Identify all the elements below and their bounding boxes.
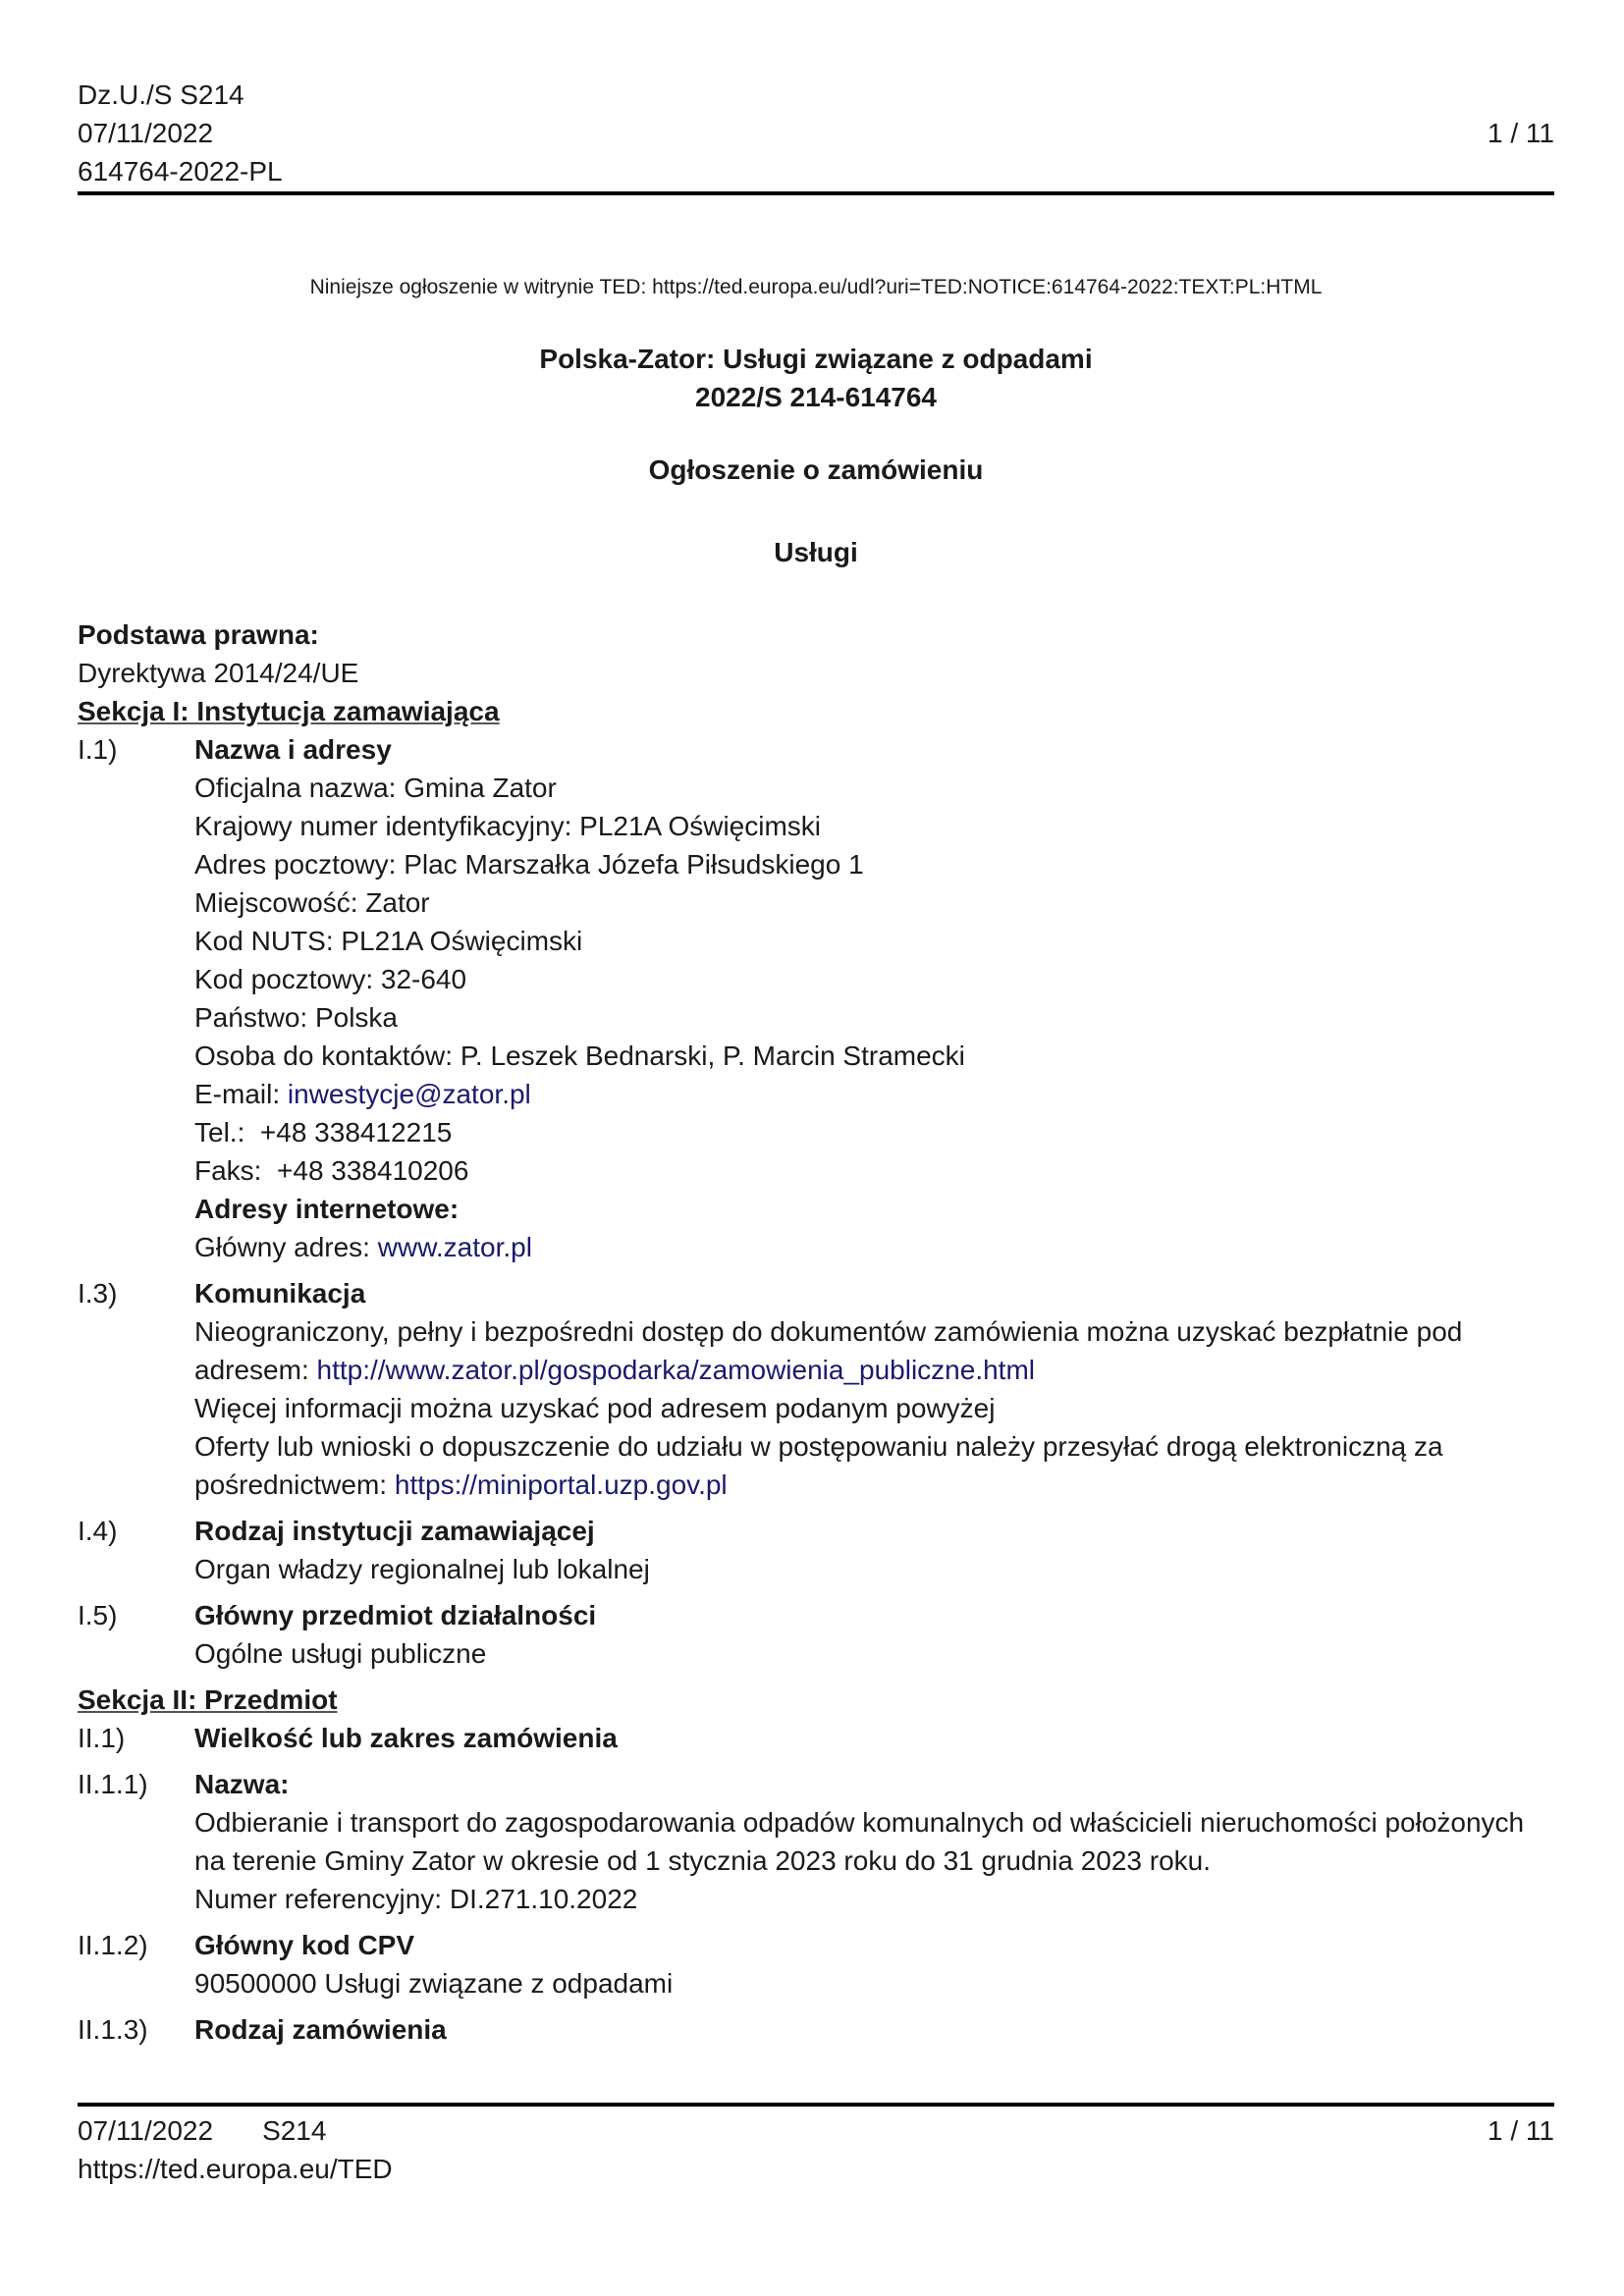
telephone: Tel.: +48 338412215 (194, 1117, 453, 1148)
internet-addresses-label: Adresy internetowe: (194, 1194, 460, 1224)
contract-type: Usługi (774, 537, 858, 567)
access-text: Nieograniczony, pełny i bezpośredni dostęp do dokumentów zamówienia można uzyskać bezpłatnie pod adresem: (194, 1316, 1463, 1385)
header-divider (78, 191, 1554, 195)
fax: Faks: +48 338410206 (194, 1155, 469, 1186)
footer-date: 07/11/2022 (78, 2115, 214, 2146)
item-number: I.3) (78, 1278, 118, 1308)
item-i4 (78, 1512, 1554, 1588)
official-name: Oficjalna nazwa: Gmina Zator (194, 773, 557, 803)
miniportal-link[interactable]: https://miniportal.uzp.gov.pl (394, 1469, 728, 1500)
page-header (78, 76, 1554, 190)
main-address-row (194, 1228, 1554, 1266)
item-title: Nazwa: (194, 1769, 290, 1799)
section-2-heading: Sekcja II: Przedmiot (78, 1684, 338, 1715)
contract-name: Odbieranie i transport do zagospodarowania odpadów komunalnych od właścicieli nieruchomości położonych na terenie Gminy Zator w okresie od 1 stycznia 2023 roku do 31 grudnia 2023 roku. (194, 1807, 1525, 1876)
document-page (78, 0, 1554, 2296)
notice-number: 2022/S 214-614764 (695, 382, 937, 412)
item-number: I.1) (78, 734, 118, 765)
legal-basis-label: Podstawa prawna: (78, 619, 319, 650)
item-title: Główny kod CPV (194, 1930, 415, 1960)
notice-title (78, 340, 1554, 416)
title-line: Polska-Zator: Usługi związane z odpadami (539, 344, 1093, 374)
item-i1 (78, 730, 1554, 1266)
footer-issue: S214 (262, 2115, 327, 2146)
cpv-code: 90500000 Usługi związane z odpadami (194, 1968, 674, 1999)
item-title: Nazwa i adresy (194, 734, 392, 765)
postal-address: Adres pocztowy: Plac Marszałka Józefa Piłsudskiego 1 (194, 849, 864, 880)
ted-notice-link[interactable]: Niniejsze ogłoszenie w witrynie TED: https://ted.europa.eu/udl?uri=TED:NOTICE:614764-2022:TEXT:PL:HTML (309, 276, 1323, 298)
footer-divider (78, 2103, 1554, 2107)
item-title: Rodzaj instytucji zamawiającej (194, 1516, 595, 1546)
item-number: I.5) (78, 1600, 118, 1630)
more-info: Więcej informacji można uzyskać pod adresem podanym powyżej (194, 1393, 996, 1423)
submission-info (194, 1427, 1554, 1504)
publication-date: 07/11/2022 (78, 118, 214, 148)
legal-basis-value: Dyrektywa 2014/24/UE (78, 658, 359, 688)
footer-page-number: 1 / 11 (1488, 2115, 1554, 2146)
item-ii13 (78, 2010, 1554, 2049)
item-title: Wielkość lub zakres zamówienia (194, 1723, 618, 1753)
item-number: II.1.3) (78, 2014, 148, 2045)
national-id: Krajowy numer identyfikacyjny: PL21A Oświęcimski (194, 811, 822, 841)
email-link[interactable]: inwestycje@zator.pl (287, 1079, 531, 1109)
item-number: II.1.1) (78, 1769, 148, 1799)
item-number: II.1) (78, 1723, 126, 1753)
email-label: E-mail: (194, 1079, 288, 1109)
journal-ref: Dz.U./S S214 (78, 80, 244, 110)
item-ii1 (78, 1719, 1554, 1757)
main-address-label: Główny adres: (194, 1232, 378, 1262)
item-ii11 (78, 1765, 1554, 1918)
item-number: I.4) (78, 1516, 118, 1546)
documents-link[interactable]: http://www.zator.pl/gospodarka/zamowienia_publiczne.html (316, 1355, 1035, 1385)
contact-person: Osoba do kontaktów: P. Leszek Bednarski, P. Marcin Stramecki (194, 1041, 965, 1071)
country: Państwo: Polska (194, 1002, 398, 1033)
email-row (194, 1075, 1554, 1113)
item-title: Główny przedmiot działalności (194, 1600, 597, 1630)
item-number: II.1.2) (78, 1930, 148, 1960)
notice-type: Ogłoszenie o zamówieniu (648, 454, 984, 485)
notice-body (78, 615, 1554, 2049)
item-title: Rodzaj zamówienia (194, 2014, 447, 2045)
nuts-code: Kod NUTS: PL21A Oświęcimski (194, 926, 583, 956)
item-value: Ogólne usługi publiczne (194, 1638, 487, 1669)
page-footer (78, 2111, 1554, 2188)
main-address-link[interactable]: www.zator.pl (377, 1232, 532, 1262)
page-number: 1 / 11 (1488, 118, 1554, 148)
reference-number: Numer referencyjny: DI.271.10.2022 (194, 1884, 638, 1914)
footer-url[interactable]: https://ted.europa.eu/TED (78, 2154, 393, 2184)
document-access (194, 1312, 1554, 1389)
postal-code: Kod pocztowy: 32-640 (194, 964, 467, 994)
item-i3 (78, 1274, 1554, 1504)
item-title: Komunikacja (194, 1278, 366, 1308)
submission-text: Oferty lub wnioski o dopuszczenie do udziału w postępowaniu należy przesyłać drogą elektroniczną za pośrednictwem: (194, 1431, 1443, 1500)
section-1-heading: Sekcja I: Instytucja zamawiająca (78, 696, 500, 726)
town: Miejscowość: Zator (194, 887, 430, 918)
item-ii12 (78, 1926, 1554, 2002)
notice-id: 614764-2022-PL (78, 156, 283, 187)
item-value: Organ władzy regionalnej lub lokalnej (194, 1554, 650, 1584)
item-i5 (78, 1596, 1554, 1673)
